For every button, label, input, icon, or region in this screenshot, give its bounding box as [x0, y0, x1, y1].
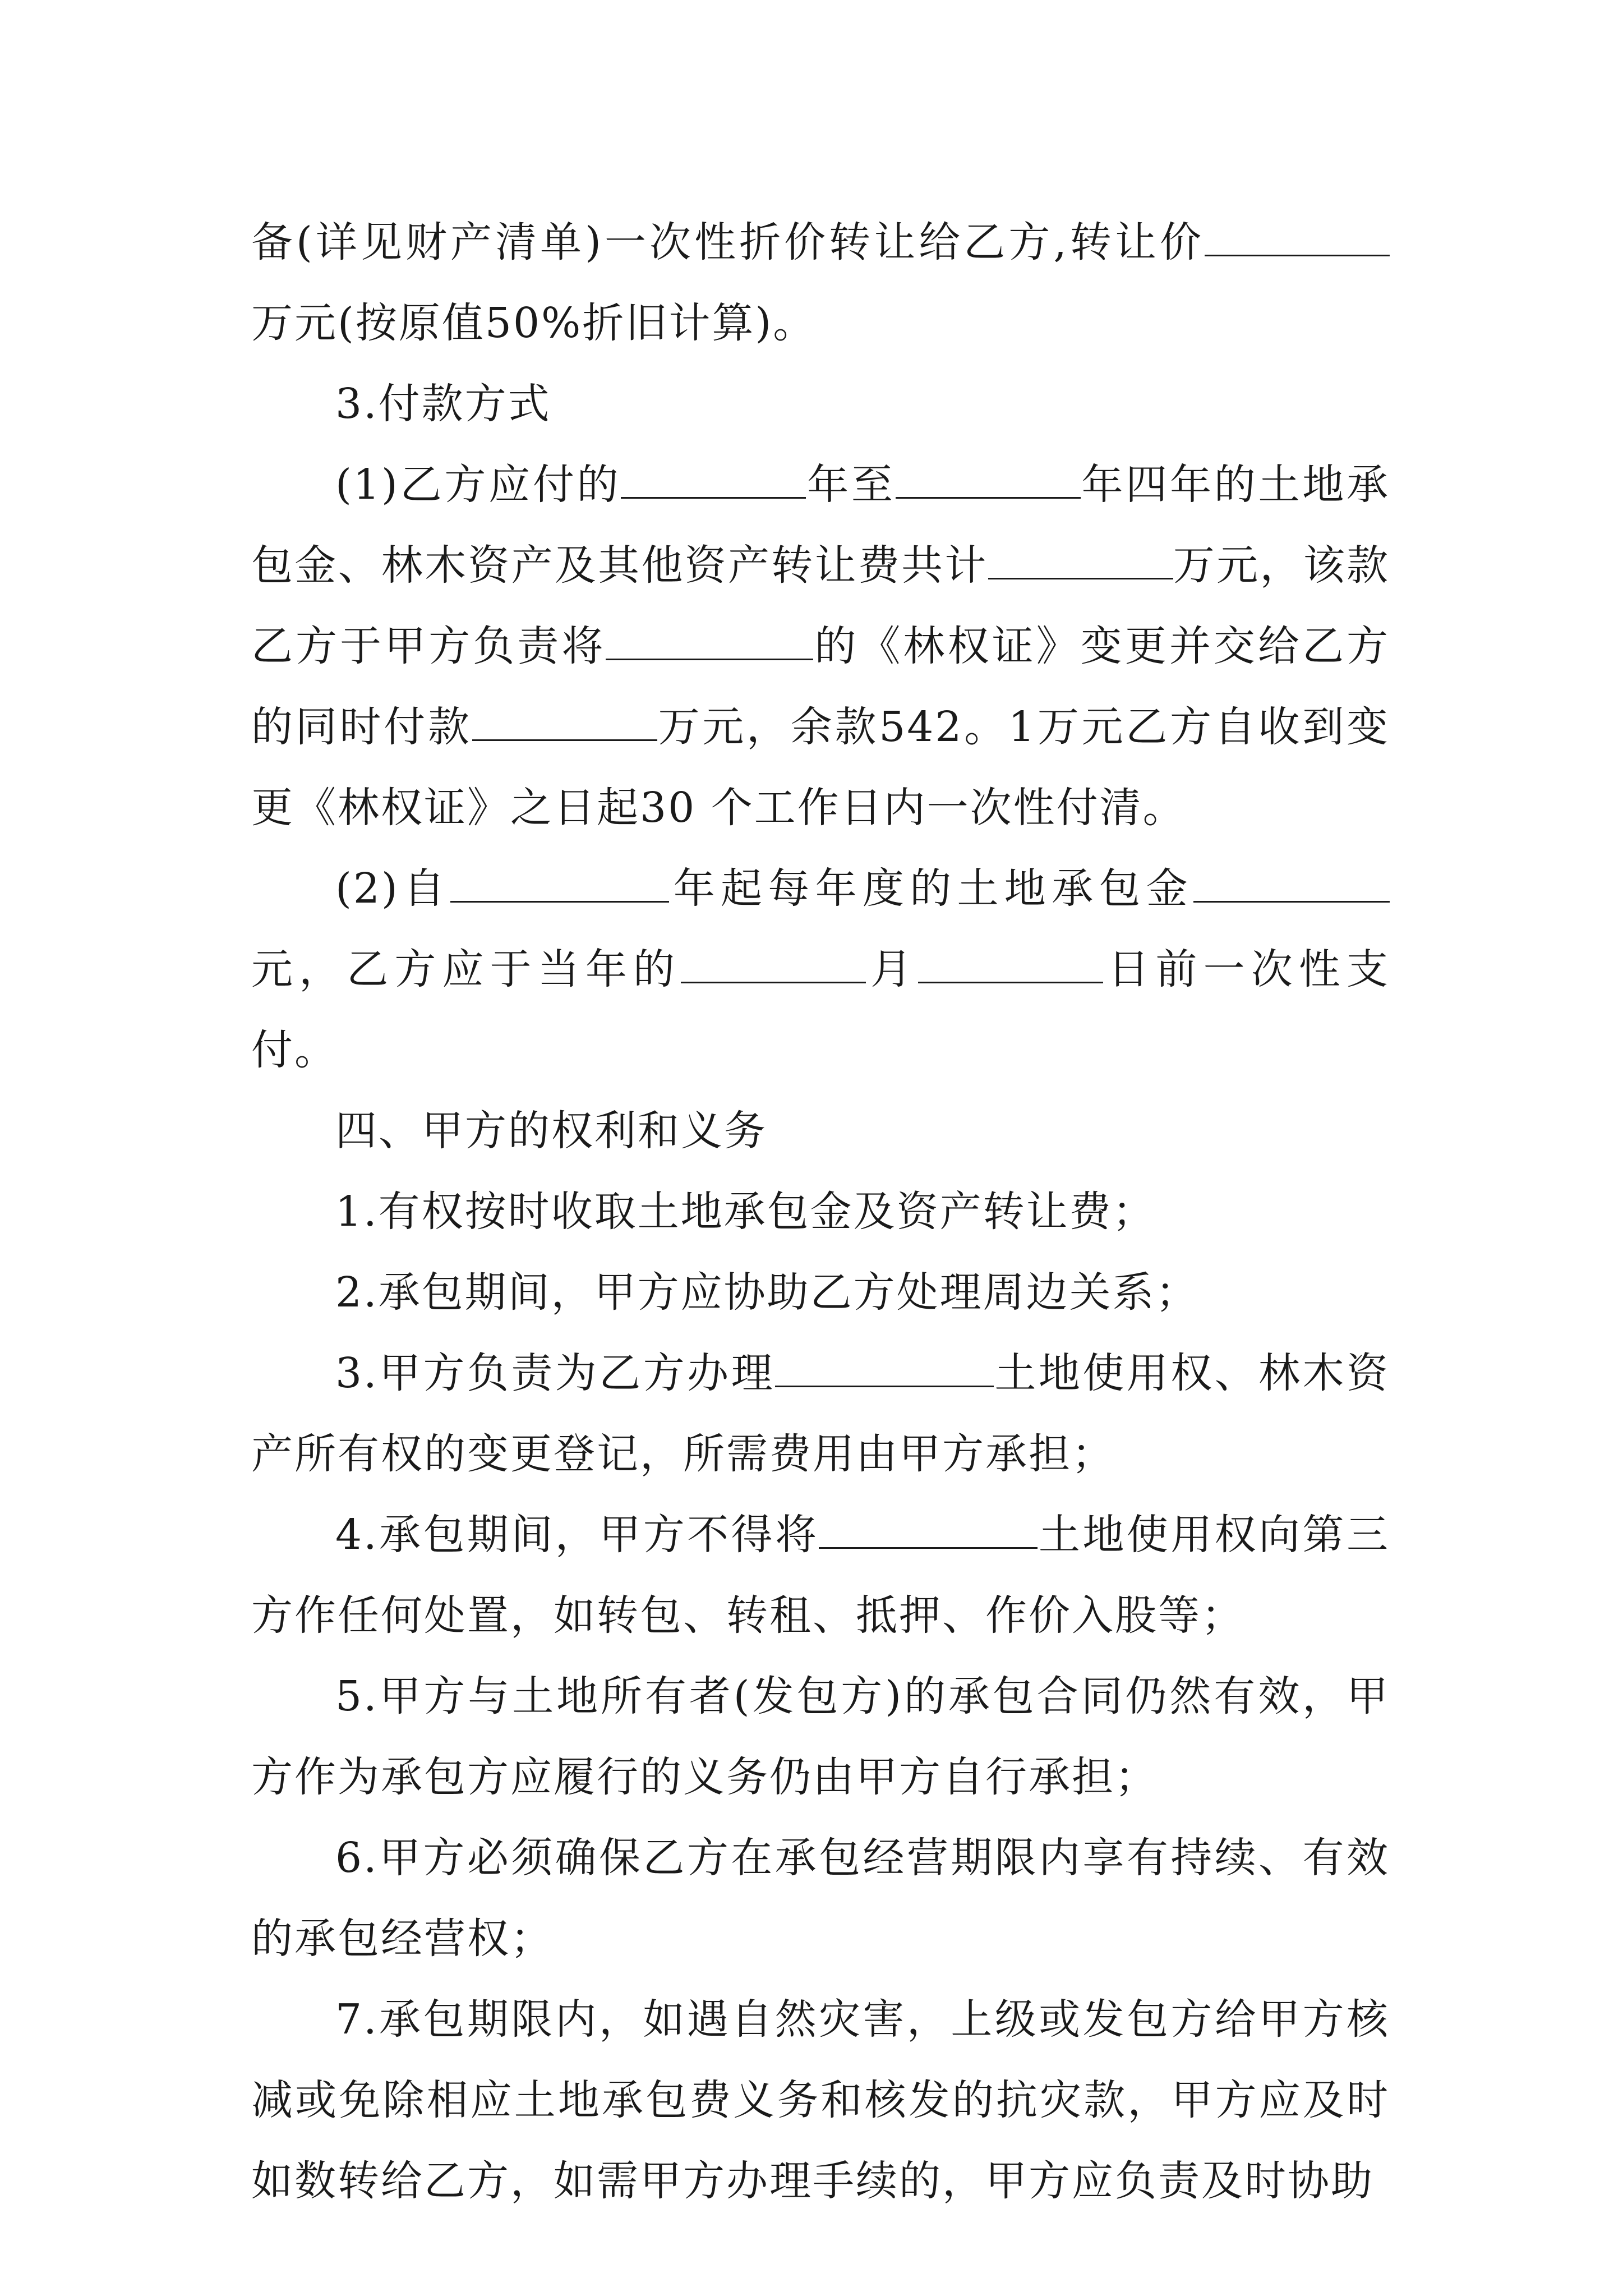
- section-heading-party-a: 四、甲方的权利和义务: [335, 1107, 767, 1155]
- blank-month: [681, 930, 866, 983]
- paragraph-text: 元，乙方应于当年的: [251, 945, 681, 993]
- blank-end-year: [896, 445, 1081, 499]
- blank-land-name: [775, 1334, 994, 1387]
- paragraph-text: (2)自: [335, 864, 451, 913]
- paragraph-text: 土地使用权、林木资产所有权的变更登记，所需费用由甲方承担；: [251, 1349, 1390, 1478]
- clause-4: [251, 1494, 1390, 1656]
- blank-day: [918, 930, 1103, 983]
- blank-first-payment: [472, 688, 657, 741]
- paragraph-text: 年起每年度的土地承包金: [669, 864, 1193, 913]
- paragraph-payment-2: [251, 848, 1390, 1091]
- paragraph-text: (1)乙方应付的: [335, 461, 621, 509]
- paragraph-text: 备(详见财产清单)一次性折价转让给乙方,转让价: [251, 218, 1205, 266]
- blank-transfer-price: [1205, 203, 1390, 256]
- blank-year-from: [450, 849, 669, 903]
- paragraph-text: 年至: [806, 461, 896, 509]
- blank-total-amount: [988, 526, 1173, 579]
- paragraph-payment-1: [251, 444, 1390, 848]
- blank-annual-amount: [1193, 849, 1390, 903]
- clause-3: [251, 1333, 1390, 1494]
- clause-1: 1.有权按时收取土地承包金及资产转让费；: [335, 1188, 1156, 1236]
- clause-2: 2.承包期间，甲方应协助乙方处理周边关系；: [335, 1268, 1199, 1317]
- paragraph-text: 万元(按原值50%折旧计算)。: [251, 299, 817, 347]
- blank-forest-name: [606, 607, 813, 660]
- paragraph-text: 月: [866, 945, 919, 993]
- paragraph-text: 4.承包期间，甲方不得将: [335, 1511, 819, 1559]
- paragraph-text: 万元，余款542。1万元乙方自收到变更《林权证》之日起30 个工作日内一次性付清。: [251, 703, 1390, 832]
- blank-land-name-2: [819, 1496, 1038, 1549]
- paragraph-text: 万元，该款乙方于甲方负责将: [251, 541, 1390, 670]
- document-body: [251, 202, 1390, 2221]
- clause-7: 7.承包期限内，如遇自然灾害，上级或发包方给甲方核减或免除相应土地承包费义务和核发的抗灾款，甲方应及时如数转给乙方，如需甲方办理手续的，甲方应负责及时协助: [251, 1995, 1390, 2205]
- blank-start-year: [621, 445, 806, 499]
- paragraph-asset-transfer: [251, 202, 1390, 364]
- paragraph-text: 日前一次性支付。: [251, 945, 1390, 1074]
- heading-payment-method: 3.付款方式: [335, 380, 551, 428]
- paragraph-text: 年四年的土地承包金、林木资产及其他资产转让费共计: [251, 461, 1390, 590]
- paragraph-text: 的《林权证》变更并交给乙方的同时付款: [251, 622, 1390, 751]
- paragraph-text: 3.甲方负责为乙方办理: [335, 1349, 776, 1397]
- clause-6: 6.甲方必须确保乙方在承包经营期限内享有持续、有效的承包经营权；: [251, 1834, 1390, 1963]
- clause-5: 5.甲方与土地所有者(发包方)的承包合同仍然有效，甲方作为承包方应履行的义务仍由甲方自行承担；: [251, 1672, 1390, 1801]
- paragraph-text: 土地使用权向第三方作任何处置，如转包、转租、抵押、作价入股等；: [251, 1511, 1390, 1640]
